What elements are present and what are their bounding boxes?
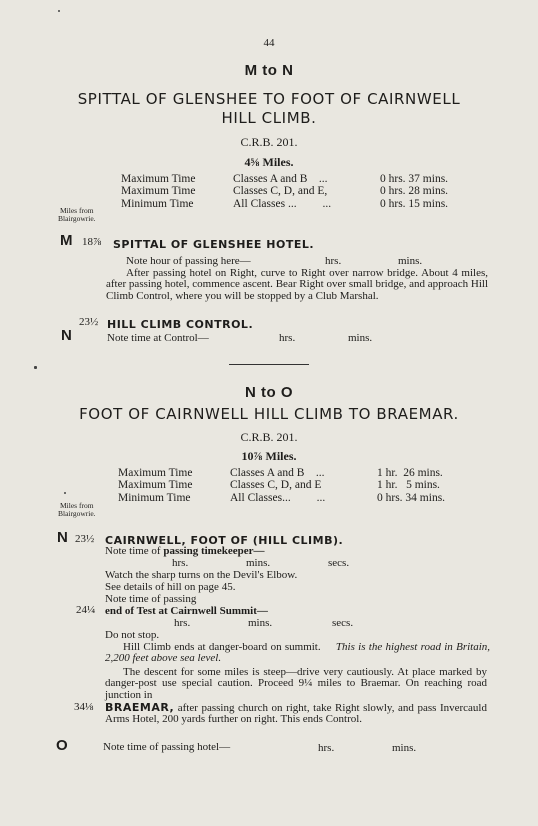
- miles-from-line-1: Miles from: [60, 206, 94, 215]
- crb-reference: C.R.B. 201.: [240, 135, 298, 149]
- time-label: Minimum Time: [121, 197, 194, 210]
- time-row: [121, 198, 481, 210]
- mileage: 23½: [79, 316, 99, 328]
- note-hrs: hrs.: [279, 332, 296, 344]
- speck: [34, 366, 37, 369]
- crb-reference: C.R.B. 201.: [240, 430, 298, 444]
- mileage: 34⅛: [74, 701, 94, 713]
- time-value: 1 hr. 5 mins.: [377, 479, 440, 492]
- route-title-line-2: HILL CLIMB.: [221, 109, 317, 127]
- note-hrs: hrs.: [172, 557, 189, 569]
- note-hrs: hrs.: [174, 617, 191, 629]
- note-bold: passing timekeeper—: [163, 545, 265, 557]
- stop-title: BRAEMAR,: [105, 701, 175, 714]
- miles-from-line-2: Blairgowrie.: [58, 509, 96, 518]
- section-heading-m-to-n: M to N: [244, 62, 294, 79]
- note-mins: mins.: [246, 557, 271, 569]
- time-label: Maximum Time: [118, 467, 193, 479]
- section-distance: 4⅝ Miles.: [244, 155, 294, 169]
- note-timekeeper-line: [105, 546, 265, 557]
- miles-from-caption: [58, 207, 96, 223]
- do-not-stop-text: Do not stop.: [105, 629, 160, 641]
- summit-text: Hill Climb ends at danger-board on summit.: [123, 641, 321, 653]
- route-title-line-1: FOOT OF CAIRNWELL HILL CLIMB TO BRAEMAR.: [79, 405, 459, 423]
- note-mins: mins.: [392, 742, 417, 754]
- miles-from-line-1: Miles from: [60, 501, 94, 510]
- time-value: 0 hrs. 15 mins.: [380, 197, 449, 210]
- mileage: 18⅞: [82, 236, 102, 248]
- note-secs: secs.: [328, 557, 350, 569]
- time-value: 0 hrs. 37 mins.: [380, 173, 449, 185]
- braemar-paragraph: [105, 702, 487, 726]
- control-marker-n: N: [61, 327, 72, 344]
- mileage: 23½: [75, 533, 95, 545]
- time-row: [118, 479, 478, 491]
- stop-title: end of Test at Cairnwell Summit—: [105, 605, 268, 617]
- note-time-label: Note time at Control—: [107, 332, 209, 344]
- direction-paragraph: After passing hotel on Right, curve to Right over narrow bridge. About 4 miles, after passing hotel, commence ascent. Bear Right over small bridge, and approach Hill Climb Control, where you will be stopped by a Club Marshal.: [106, 267, 488, 302]
- miles-from-caption: [58, 502, 96, 518]
- time-label: Maximum Time: [118, 479, 193, 492]
- page-number: 44: [263, 37, 275, 49]
- see-details-text: See details of hill on page 45.: [105, 581, 236, 593]
- note-mins: mins.: [248, 617, 273, 629]
- time-classes: Classes C, D, and E,: [233, 185, 328, 198]
- mileage: 24¼: [76, 604, 96, 616]
- speck: [64, 492, 66, 494]
- summit-paragraph: [105, 642, 490, 665]
- note-time-label: Note time of passing hotel—: [103, 741, 231, 753]
- control-marker-o: O: [56, 737, 68, 754]
- summit-italic-a: This is the highest: [335, 641, 418, 653]
- time-row: [118, 492, 478, 504]
- speck: [58, 10, 60, 12]
- time-classes: All Classes ... ...: [233, 197, 332, 210]
- time-label: Maximum Time: [121, 185, 196, 198]
- time-classes: Classes A and B ...: [233, 173, 328, 185]
- control-marker-m: M: [60, 232, 73, 249]
- note-hour-label: Note hour of passing here—: [126, 255, 251, 267]
- watch-turns-text: Watch the sharp turns on the Devil's Elbow.: [105, 569, 298, 581]
- time-value: 0 hrs. 34 mins.: [377, 491, 446, 504]
- note-mins: mins.: [348, 332, 373, 344]
- descent-paragraph: The descent for some miles is steep—drive very cautiously. At place marked by danger-post use special caution. Proceed 9¼ miles to Braemar. On reaching road junction in: [105, 666, 487, 701]
- stop-title: HILL CLIMB CONTROL.: [107, 318, 254, 331]
- note-hrs: hrs.: [325, 255, 342, 267]
- braemar-directions: after passing church on right, take Right slowly, and pass Invercauld Arms Hotel, 200 yards further on right. This ends Control.: [105, 702, 487, 726]
- note-mins: mins.: [398, 255, 423, 267]
- time-label: Minimum Time: [118, 491, 191, 504]
- route-title-line-1: SPITTAL OF GLENSHEE TO FOOT OF CAIRNWELL: [77, 90, 461, 108]
- time-classes: All Classes... ...: [230, 491, 326, 504]
- stop-title: SPITTAL OF GLENSHEE HOTEL.: [113, 238, 315, 251]
- control-marker-n: N: [57, 529, 68, 546]
- time-classes: Classes A and B ...: [230, 467, 325, 479]
- miles-from-line-2: Blairgowrie.: [58, 214, 96, 223]
- time-classes: Classes C, D, and E: [230, 479, 322, 492]
- time-allowance-table: [121, 173, 481, 210]
- note-secs: secs.: [332, 617, 354, 629]
- time-row: [121, 173, 481, 185]
- time-row: [118, 467, 478, 479]
- time-label: Maximum Time: [121, 173, 196, 185]
- section-divider: [229, 364, 309, 365]
- note-prefix: Note time of: [105, 545, 161, 557]
- time-allowance-table: [118, 467, 478, 504]
- summit-italic-b: road in Britain, 2,200 feet above sea level.: [105, 641, 491, 665]
- section-distance: 10⅞ Miles.: [241, 449, 297, 463]
- time-value: 0 hrs. 28 mins.: [380, 185, 449, 198]
- note-hrs: hrs.: [318, 742, 335, 754]
- section-heading-n-to-o: N to O: [245, 384, 293, 401]
- note-passing-text: Note time of passing: [105, 593, 197, 605]
- time-value: 1 hr. 26 mins.: [377, 467, 443, 479]
- stop-title: CAIRNWELL, FOOT OF (HILL CLIMB).: [105, 534, 344, 547]
- time-row: [121, 185, 481, 197]
